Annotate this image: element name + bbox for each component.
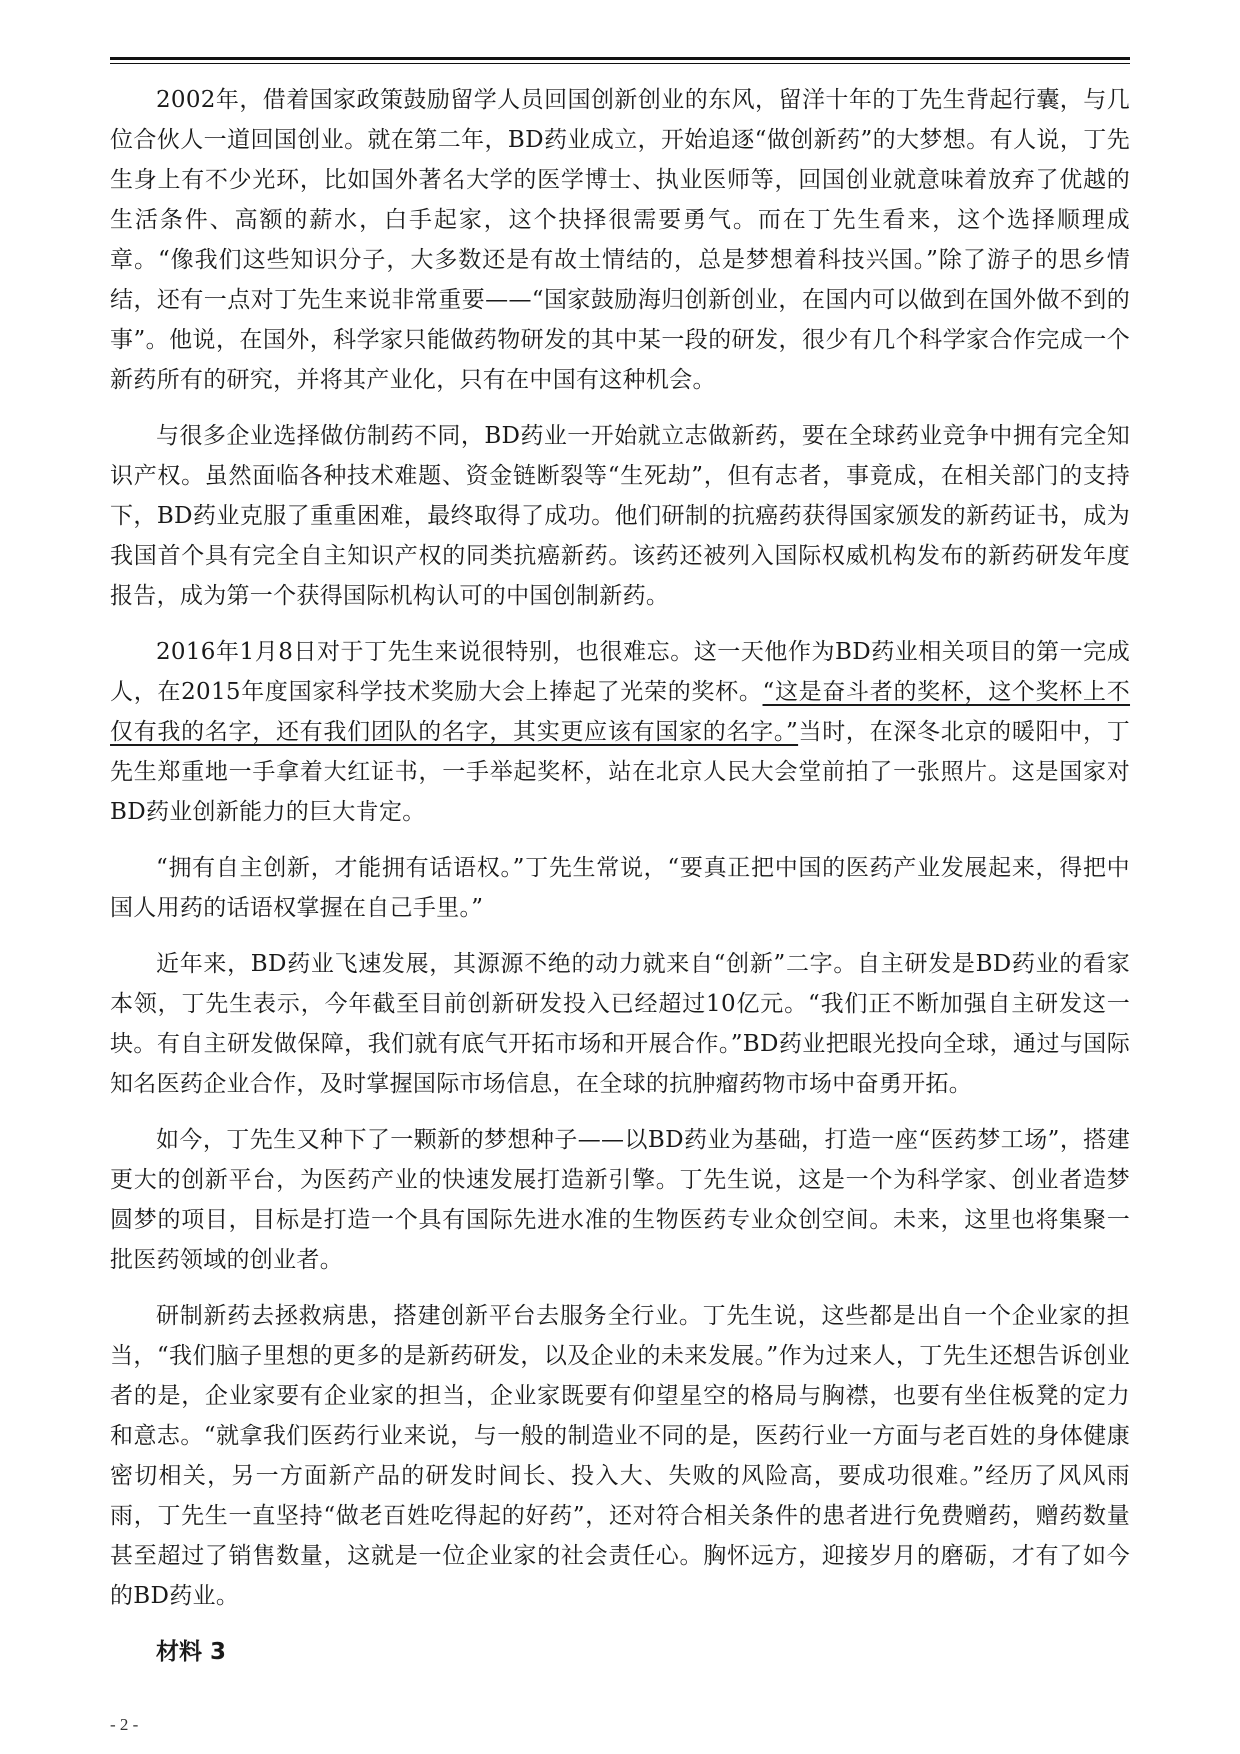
paragraph-1: 2002年，借着国家政策鼓励留学人员回国创新创业的东风，留洋十年的丁先生背起行囊，与几位合伙人一道回国创业。就在第二年，BD药业成立，开始追逐“做创新药”的大梦想。有人说，丁先生身上有不少光环，比如国外著名大学的医学博士、执业医师等，回国创业就意味着放弃了优越的生活条件、高额的薪水，白手起家，这个抉择很需要勇气。而在丁先生看来，这个选择顺理成章。“像我们这些知识分子，大多数还是有故土情结的，总是梦想着科技兴国。”除了游子的思乡情结，还有一点对丁先生来说非常重要——“国家鼓励海归创新创业，在国内可以做到在国外做不到的事”。他说，在国外，科学家只能做药物研发的其中某一段的研发，很少有几个科学家合作完成一个新药所有的研究，并将其产业化，只有在中国有这种机会。 xyxy=(110,87,1130,393)
paragraph-3-lead: 2016年1月8日对于丁先生来说很特别，也很难忘。这一天他作为BD药业相关项目的第一完成人，在2015年度国家科学技术奖励大会上捧起了光荣的奖杯。 xyxy=(110,639,1130,705)
paragraph-3 xyxy=(110,632,1130,832)
paragraph-7: 研制新药去拯救病患，搭建创新平台去服务全行业。丁先生说，这些都是出自一个企业家的担当，“我们脑子里想的更多的是新药研发，以及企业的未来发展。”作为过来人，丁先生还想告诉创业者的是，企业家要有企业家的担当，企业家既要有仰望星空的格局与胸襟，也要有坐住板凳的定力和意志。“就拿我们医药行业来说，与一般的制造业不同的是，医药行业一方面与老百姓的身体健康密切相关，另一方面新产品的研发时间长、投入大、失败的风险高，要成功很难。”经历了风风雨雨，丁先生一直坚持“做老百姓吃得起的好药”，还对符合相关条件的患者进行免费赠药，赠药数量甚至超过了销售数量，这就是一位企业家的社会责任心。胸怀远方，迎接岁月的磨砺，才有了如今的BD药业。 xyxy=(110,1303,1130,1609)
underlined-quote: “这是奋斗者的奖杯，这个奖杯上不仅有我的名字，还有我们团队的名字，其实更应该有国家的名字。” xyxy=(110,679,1131,745)
header-rule-thin xyxy=(110,63,1130,64)
paragraph-2: 与很多企业选择做仿制药不同，BD药业一开始就立志做新药，要在全球药业竞争中拥有完全知识产权。虽然面临各种技术难题、资金链断裂等“生死劫”，但有志者，事竟成，在相关部门的支持下，BD药业克服了重重困难，最终取得了成功。他们研制的抗癌药获得国家颁发的新药证书，成为我国首个具有完全自主知识产权的同类抗癌新药。该药还被列入国际权威机构发布的新药研发年度报告，成为第一个获得国际机构认可的中国创制新药。 xyxy=(110,423,1130,609)
page-number: - 2 - xyxy=(110,1715,139,1734)
section-heading: 材料 3 xyxy=(156,1639,227,1665)
header-rule-thick xyxy=(110,57,1130,60)
document-body xyxy=(110,80,1130,1672)
header-double-rule xyxy=(110,57,1130,66)
paragraph-6: 如今，丁先生又种下了一颗新的梦想种子——以BD药业为基础，打造一座“医药梦工场”，搭建更大的创新平台，为医药产业的快速发展打造新引擎。丁先生说，这是一个为科学家、创业者造梦圆梦的项目，目标是打造一个具有国际先进水准的生物医药专业众创空间。未来，这里也将集聚一批医药领域的创业者。 xyxy=(110,1127,1130,1273)
paragraph-5: 近年来，BD药业飞速发展，其源源不绝的动力就来自“创新”二字。自主研发是BD药业的看家本领，丁先生表示，今年截至目前创新研发投入已经超过10亿元。“我们正不断加强自主研发这一块。有自主研发做保障，我们就有底气开拓市场和开展合作。”BD药业把眼光投向全球，通过与国际知名医药企业合作，及时掌握国际市场信息，在全球的抗肿瘤药物市场中奋勇开拓。 xyxy=(110,951,1130,1097)
paragraph-3-tail: 当时，在深冬北京的暖阳中，丁先生郑重地一手拿着大红证书，一手举起奖杯，站在北京人民大会堂前拍了一张照片。这是国家对BD药业创新能力的巨大肯定。 xyxy=(110,719,1131,825)
paragraph-4: “拥有自主创新，才能拥有话语权。”丁先生常说，“要真正把中国的医药产业发展起来，得把中国人用药的话语权掌握在自己手里。” xyxy=(110,855,1130,921)
